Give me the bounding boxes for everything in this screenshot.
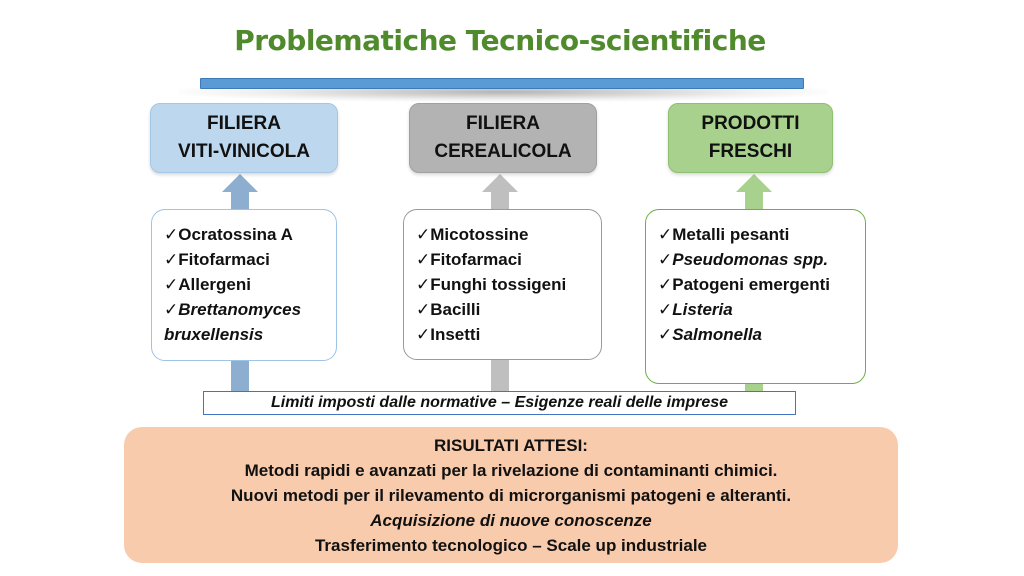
check-icon: ✓ — [658, 275, 673, 294]
header-label: FILIERA CEREALICOLA — [434, 113, 572, 162]
header-filiera-viti-vinicola — [150, 103, 338, 173]
list-item: ✓Insetti — [416, 325, 481, 344]
results-heading: RISULTATI ATTESI: — [434, 436, 588, 455]
limits-banner: Limiti imposti dalle normative – Esigenze reali delle imprese — [203, 391, 796, 415]
check-icon: ✓ — [164, 250, 179, 269]
header-filiera-cerealicola — [409, 103, 597, 173]
list-viti-vinicola — [151, 209, 337, 361]
list-item: ✓Allergeni — [164, 275, 251, 294]
header-label: PRODOTTI FRESCHI — [701, 113, 800, 162]
results-line: Acquisizione di nuove conoscenze — [370, 511, 652, 530]
list-item: ✓Fitofarmaci — [416, 250, 522, 269]
list-item: ✓Salmonella — [658, 325, 763, 344]
check-icon: ✓ — [416, 225, 431, 244]
results-line: Nuovi metodi per il rilevamento di microrganismi patogeni e alteranti. — [230, 486, 792, 505]
header-prodotti-freschi — [668, 103, 833, 173]
header-label: FILIERA VITI-VINICOLA — [178, 113, 310, 162]
results-line: Metodi rapidi e avanzati per la rivelazione di contaminanti chimici. — [244, 461, 778, 480]
list-item: ✓Funghi tossigeni — [416, 275, 567, 294]
check-icon: ✓ — [416, 275, 431, 294]
list-item: ✓Listeria — [658, 300, 733, 319]
check-icon: ✓ — [658, 250, 673, 269]
check-icon: ✓ — [416, 250, 431, 269]
check-icon: ✓ — [164, 275, 179, 294]
list-item: ✓Fitofarmaci — [164, 250, 270, 269]
results-box — [124, 427, 898, 563]
check-icon: ✓ — [658, 300, 673, 319]
list-prodotti-freschi — [645, 209, 866, 384]
check-icon: ✓ — [658, 225, 673, 244]
list-item: ✓Bacilli — [416, 300, 481, 319]
list-item: ✓Micotossine — [416, 225, 529, 244]
list-item: ✓Pseudomonas spp. — [658, 250, 829, 269]
list-item: ✓Ocratossina A — [164, 225, 293, 244]
list-item: ✓Metalli pesanti — [658, 225, 790, 244]
check-icon: ✓ — [416, 300, 431, 319]
list-item: ✓Brettanomyces bruxellensis — [164, 300, 302, 344]
check-icon: ✓ — [164, 300, 179, 319]
results-line: Trasferimento tecnologico – Scale up industriale — [314, 536, 708, 555]
list-cerealicola — [403, 209, 602, 360]
check-icon: ✓ — [164, 225, 179, 244]
slide-title: Problematiche Tecnico-scientifiche — [234, 24, 766, 57]
list-item: ✓Patogeni emergenti — [658, 275, 831, 294]
connector-bar — [200, 78, 804, 89]
check-icon: ✓ — [416, 325, 431, 344]
check-icon: ✓ — [658, 325, 673, 344]
